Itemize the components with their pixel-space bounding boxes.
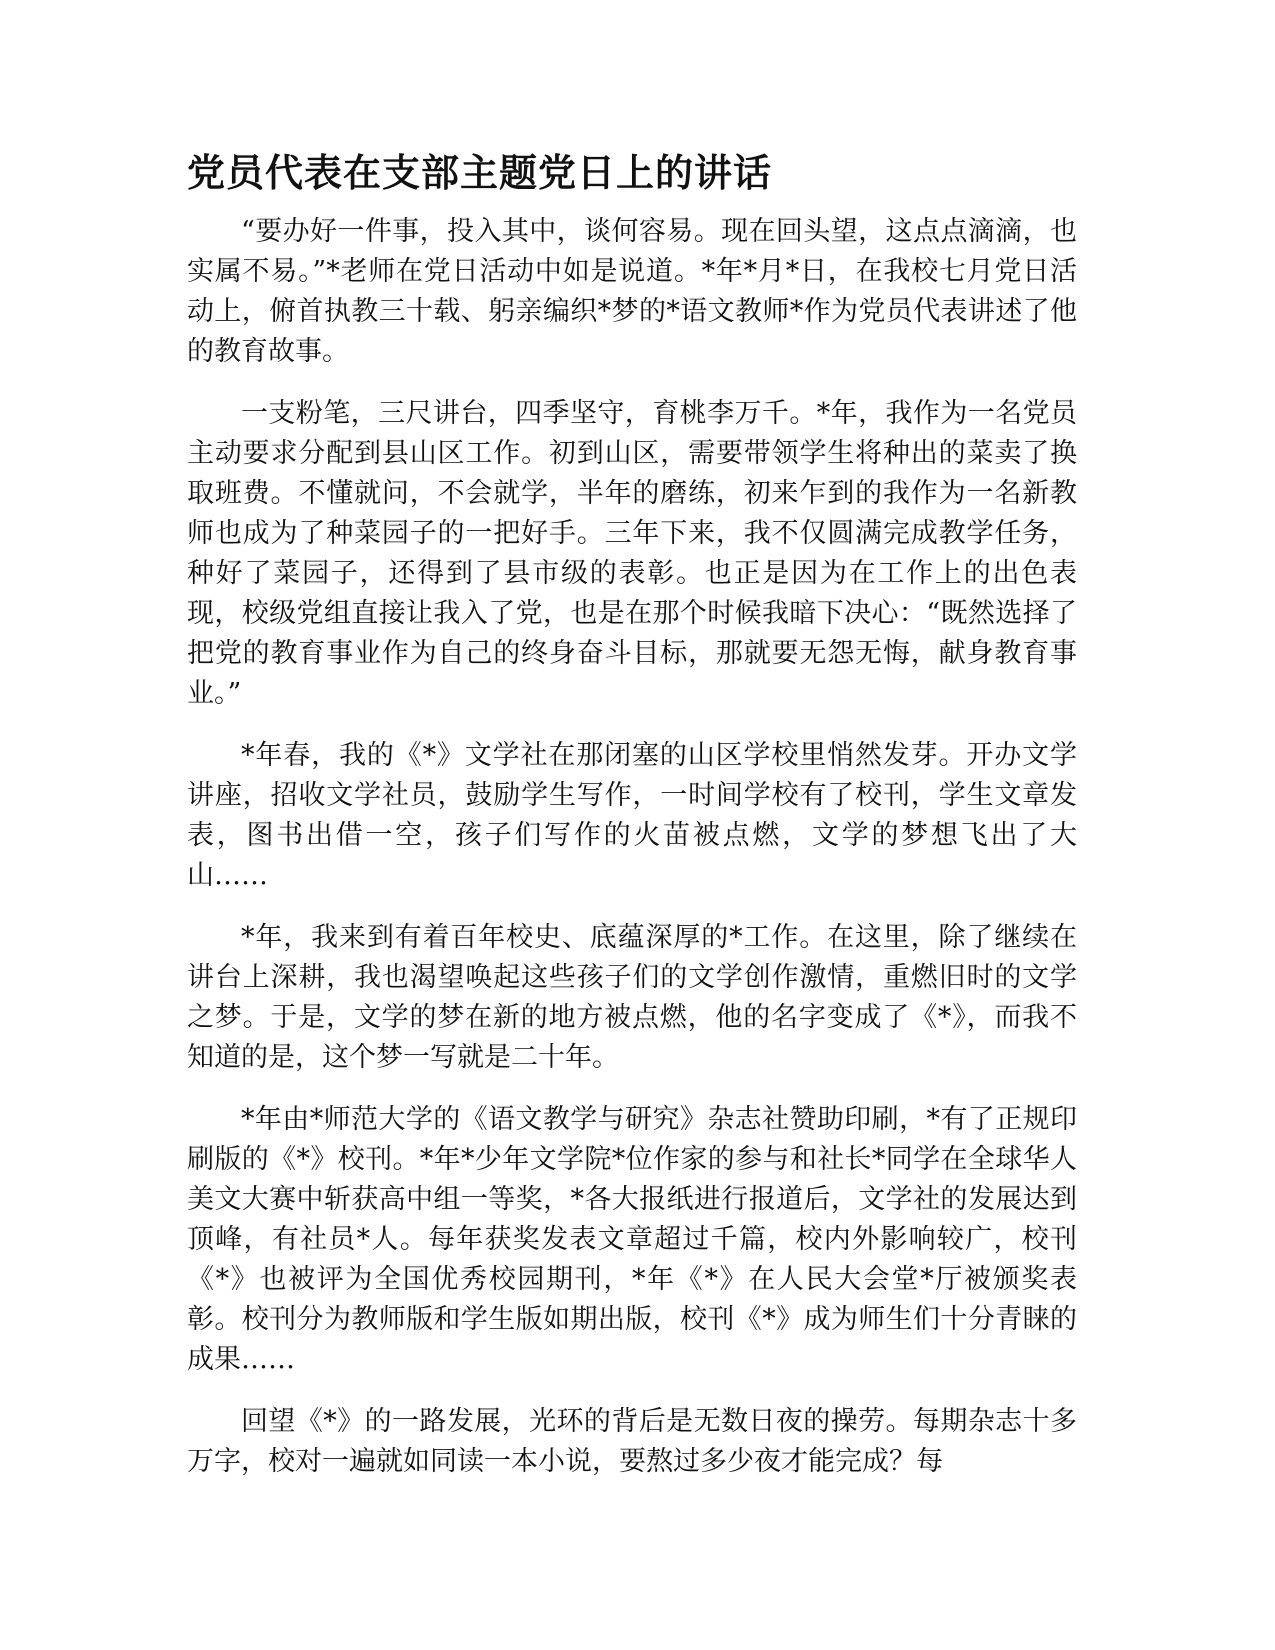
paragraph-3: *年春，我的《*》文学社在那闭塞的山区学校里悄然发芽。开办文学讲座，招收文学社员，鼓励学生写作，一时间学校有了校刊，学生文章发表，图书出借一空，孩子们写作的火苗被点燃，文学的梦想飞出了大山…… xyxy=(187,740,1077,891)
document-body xyxy=(187,148,1077,1504)
paragraph-4: *年，我来到有着百年校史、底蕴深厚的*工作。在这里，除了继续在讲台上深耕，我也渴望唤起这些孩子们的文学创作激情，重燃旧时的文学之梦。于是，文学的梦在新的地方被点燃，他的名字变成了《*》，而我不知道的是，这个梦一写就是二十年。 xyxy=(187,922,1077,1073)
paragraph-6: 回望《*》的一路发展，光环的背后是无数日夜的操劳。每期杂志十多万字，校对一遍就如同读一本小说，要熬过多少夜才能完成？每 xyxy=(187,1406,1077,1477)
paragraph-2: 一支粉笔，三尺讲台，四季坚守，育桃李万千。*年，我作为一名党员主动要求分配到县山区工作。初到山区，需要带领学生将种出的菜卖了换取班费。不懂就问，不会就学，半年的磨练，初来乍到的我作为一名新教师也成为了种菜园子的一把好手。三年下来，我不仅圆满完成教学任务，种好了菜园子，还得到了县市级的表彰。也正是因为在工作上的出色表现，校级党组直接让我入了党，也是在那个时候我暗下决心：“既然选择了把党的教育事业作为自己的终身奋斗目标，那就要无怨无悔，献身教育事业。” xyxy=(187,398,1077,709)
document-title: 党员代表在支部主题党日上的讲话 xyxy=(187,151,773,195)
paragraph-5: *年由*师范大学的《语文教学与研究》杂志社赞助印刷，*有了正规印刷版的《*》校刊。*年*少年文学院*位作家的参与和社长*同学在全球华人美文大赛中斩获高中组一等奖，*各大报纸进行报道后，文学社的发展达到顶峰，有社员*人。每年获奖发表文章超过千篇，校内外影响较广，校刊《*》也被评为全国优秀校园期刊，*年《*》在人民大会堂*厅被颁奖表彰。校刊分为教师版和学生版如期出版，校刊《*》成为师生们十分青睐的成果…… xyxy=(187,1104,1077,1375)
paragraph-1: “要办好一件事，投入其中，谈何容易。现在回头望，这点点滴滴，也实属不易。”*老师在党日活动中如是说道。*年*月*日，在我校七月党日活动上，俯首执教三十载、躬亲编织*梦的*语文教师*作为党员代表讲述了他的教育故事。 xyxy=(187,216,1077,367)
